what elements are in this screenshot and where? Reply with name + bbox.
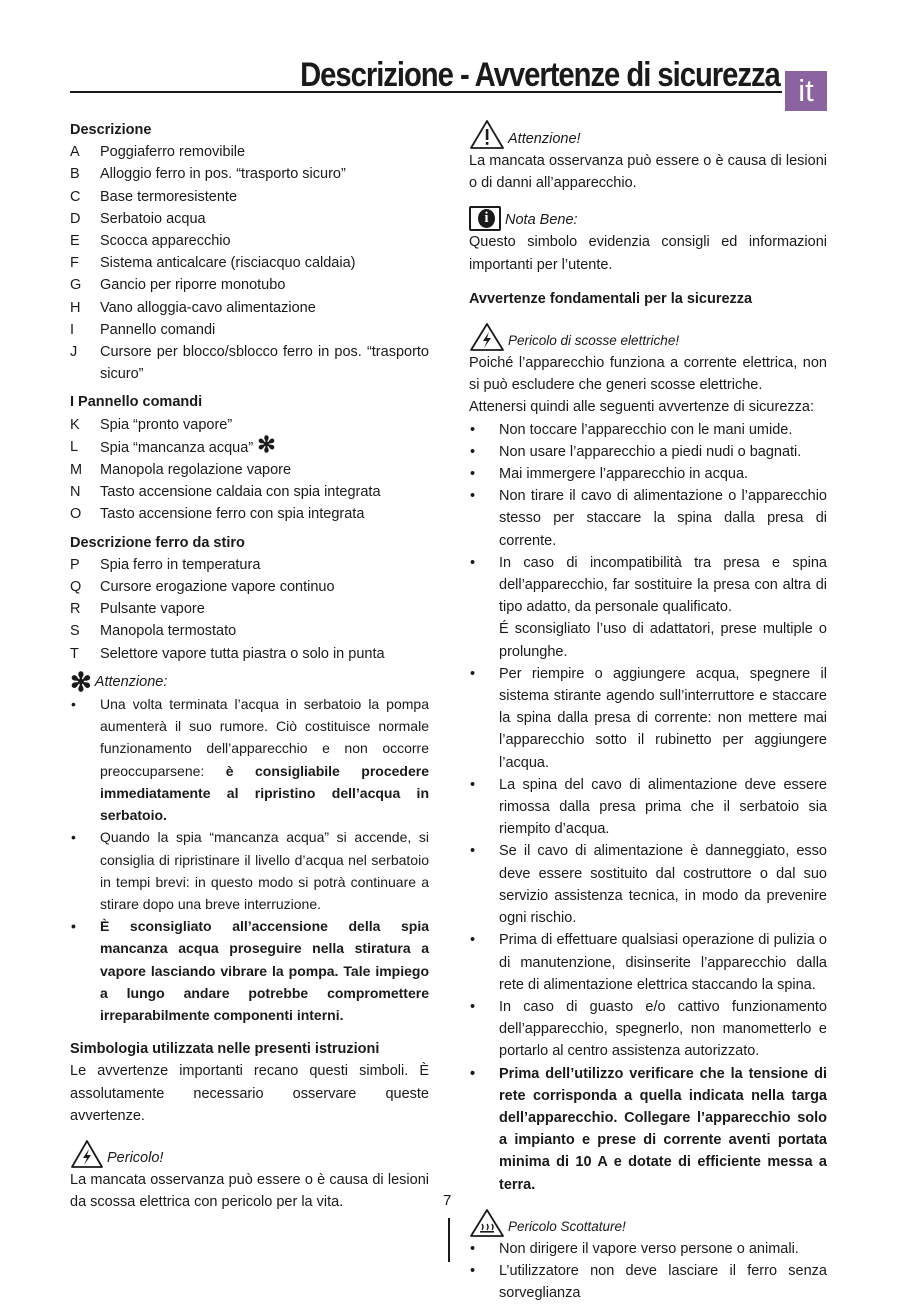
item-key: B [70,166,80,183]
danger-header [70,1139,429,1169]
shock-text-follow: Attenersi quindi alle seguenti avvertenze di sicurezza: [469,399,814,416]
item-key: O [70,506,82,523]
item-text: Gancio per riporre monotubo [100,277,286,294]
list-item-text: É sconsigliato l’uso di adattatori, prese multiple o prolunghe. [499,621,827,660]
page-title: Descrizione - Avvertenze di sicurezza [300,56,780,94]
item-text: Base termoresistente [100,188,238,205]
list-item: • È sconsigliato all’accensione della spia mancanza acqua proseguire nella stiratura a vapore lasciando vibrare la pompa. Tale impiego a lungo andare potrebbe compromettere irreparabilmente componenti interni. [70,915,429,1026]
item-key: J [70,344,78,361]
info-glyph: i [478,209,495,228]
list-item [469,552,827,663]
language-badge: it [785,71,827,111]
item-text: Sistema anticalcare (risciacquo caldaia) [100,255,356,272]
electric-shock-warning-icon [70,1139,104,1169]
list-item [70,693,429,826]
item-text [100,431,429,459]
list-item [70,274,429,296]
description-list [70,141,429,385]
item-text: Alloggio ferro in pos. “trasporto sicuro” [100,166,346,183]
item-key: P [70,556,80,573]
item-text: Pulsante vapore [100,601,205,618]
item-key: C [70,188,81,205]
item-text: Vano alloggia-cavo alimentazione [100,299,316,316]
list-item: • La spina del cavo di alimentazione deve essere rimossa dalla presa prima che il serbatoio sia riempito d’acqua. [469,774,827,841]
list-item: • Non toccare l’apparecchio con le mani umide. [469,419,827,441]
item-key: G [70,277,82,294]
item-text: Serbatoio acqua [100,210,206,227]
list-item [70,431,429,459]
item-key: L [70,438,79,455]
note-label: Nota Bene: [505,212,578,229]
iron-description-heading: Descrizione ferro da stiro [70,534,245,551]
shock-label: Pericolo di scosse elettriche! [508,332,680,348]
list-item [70,598,429,620]
list-item [70,643,429,665]
attention-text: La mancata osservanza può essere o è causa di lesioni o di danni all’apparecchio. [469,153,827,192]
list-item [70,319,429,341]
list-item [70,252,429,274]
safety-list [469,419,827,1196]
list-item: • Mai immergere l’apparecchio in acqua. [469,463,827,485]
attention-header [469,119,827,150]
item-text: Spia “pronto vapore” [100,416,233,433]
safety-heading: Avvertenze fondamentali per la sicurezza [469,290,753,307]
page-number: 7 [443,1192,452,1209]
item-text: Tasto accensione caldaia con spia integrata [100,484,381,501]
attention-label: Attenzione: [94,673,168,690]
item-text: Manopola regolazione vapore [100,462,292,479]
danger-text: La mancata osservanza può essere o è causa di lesioni da scossa elettrica con pericolo per la vita. [70,1171,429,1211]
burn-list [469,1238,827,1304]
item-key: A [70,144,80,161]
list-item: • Per riempire o aggiungere acqua, spegnere il sistema stirante agendo sull’interruttore e staccare la spina dalla presa di corrente: non mettere mai l’apparecchio sotto il rubinetto per aggiungere l’acqua. [469,663,827,774]
list-item [70,576,429,598]
item-text: Manopola termostato [100,623,237,640]
item-key: N [70,484,81,501]
item-text: Spia ferro in temperatura [100,556,261,573]
list-item [70,459,429,481]
item-key: Q [70,579,82,596]
list-item [70,208,429,230]
item-key: D [70,210,81,227]
item-key: M [70,462,83,479]
description-heading: Descrizione [70,122,152,138]
iron-description-list [70,554,429,665]
warning-icon [469,119,505,150]
asterisk-icon: ✻ [70,667,92,698]
item-text: Poggiaferro removibile [100,144,246,161]
list-item [70,297,429,319]
list-item: • In caso di guasto e/o cattivo funzionamento dell’apparecchio, spegnerlo, non manometterlo e portarlo al centro assistenza autorizzato. [469,996,827,1063]
item-text: Scocca apparecchio [100,233,231,250]
item-key: K [70,416,80,433]
list-item [70,341,429,385]
list-item: • Prima dell’utilizzo verificare che la tensione di rete corrisponda a quella indicata nella targa dell’apparecchio. Collegare l’apparecchio solo a impianto e prese di corrente aventi portata minima di 10 A e dotate di efficiente messa a terra. [469,1063,827,1196]
shock-text: Poiché l’apparecchio funziona a corrente elettrica, non si può escludere che generi scosse elettriche. [469,355,827,394]
item-key: S [70,623,80,640]
danger-label: Pericolo! [107,1149,164,1166]
footer-rule [448,1218,450,1262]
symbols-heading: Simbologia utilizzata nelle presenti istruzioni [70,1041,380,1058]
list-item: • Quando la spia “mancanza acqua” si accende, si consiglia di ripristinare il livello d’acqua nel serbatoio in tempi brevi: in questo modo si potrà continuare a stirare dopo una breve interruzione. [70,826,429,915]
list-item-text: In caso di incompatibilità tra presa e spina dell’apparecchio, far sostituire la presa con altra di tipo adatto, da personale qualificato. [499,554,827,616]
item-key: I [70,321,75,338]
electric-shock-warning-icon [469,322,505,352]
list-item [70,503,429,525]
list-item [70,163,429,185]
shock-header [469,322,827,352]
list-item [70,230,429,252]
attention-list [70,693,429,1026]
left-column [70,119,429,1213]
item-text: Cursore per blocco/sblocco ferro in pos. “trasporto sicuro” [100,344,429,383]
attention-text-bold: è consigliabile procedere immediatamente al ripristino dell’acqua in serbatoio. [100,762,429,824]
item-text: Selettore vapore tutta piastra o solo in punta [100,645,385,662]
burn-header [469,1208,827,1238]
item-key: F [70,255,79,272]
item-text: Cursore erogazione vapore continuo [100,579,335,596]
list-item [70,186,429,208]
list-item [70,620,429,642]
item-key: E [70,233,80,250]
note-text: Questo simbolo evidenzia consigli ed informazioni importanti per l’utente. [469,234,827,273]
hot-surface-warning-icon [469,1208,505,1238]
list-item: • L’utilizzatore non deve lasciare il ferro senza sorveglianza [469,1260,827,1304]
list-item: • Non tirare il cavo di alimentazione o l’apparecchio stesso per staccare la spina dalla presa di corrente. [469,485,827,552]
info-icon [469,206,501,231]
list-item [70,554,429,576]
item-key: T [70,645,79,662]
item-text: Pannello comandi [100,321,216,338]
control-panel-heading: I Pannello comandi [70,394,203,411]
symbols-text: Le avvertenze importanti recano questi simboli. È assolutamente necessario osservare queste avvertenze. [70,1063,429,1124]
item-text: Tasto accensione ferro con spia integrata [100,506,365,523]
list-item: • Non usare l’apparecchio a piedi nudi o bagnati. [469,441,827,463]
list-item: • Se il cavo di alimentazione è danneggiato, esso deve essere sostituito dal costruttore o dal suo servizio assistenza tecnica, in modo da prevenire ogni rischio. [469,840,827,929]
control-panel-list [70,414,429,526]
burn-label: Pericolo Scottature! [508,1218,626,1234]
attention-note-header [70,667,429,698]
asterisk-icon: ✻ [257,431,276,457]
list-item [70,481,429,503]
item-text-label: Spia “mancanza acqua” [100,439,254,456]
right-column [469,119,827,1304]
list-item [70,414,429,436]
note-header [469,206,827,231]
item-key: H [70,299,81,316]
attention-label: Attenzione! [508,130,581,147]
list-item [70,141,429,163]
attention-text: Una volta terminata l’acqua in serbatoio la pompa aumenterà il suo rumore. Ciò costituisce normale funzionamento dell’apparecchio e non occorre preoccuparsene: [100,696,429,779]
list-item: • Prima di effettuare qualsiasi operazione di pulizia o di manutenzione, disinserite l’apparecchio dalla rete di alimentazione elettrica staccando la spina. [469,929,827,996]
item-key: R [70,601,81,618]
list-item: • Non dirigere il vapore verso persone o animali. [469,1238,827,1260]
